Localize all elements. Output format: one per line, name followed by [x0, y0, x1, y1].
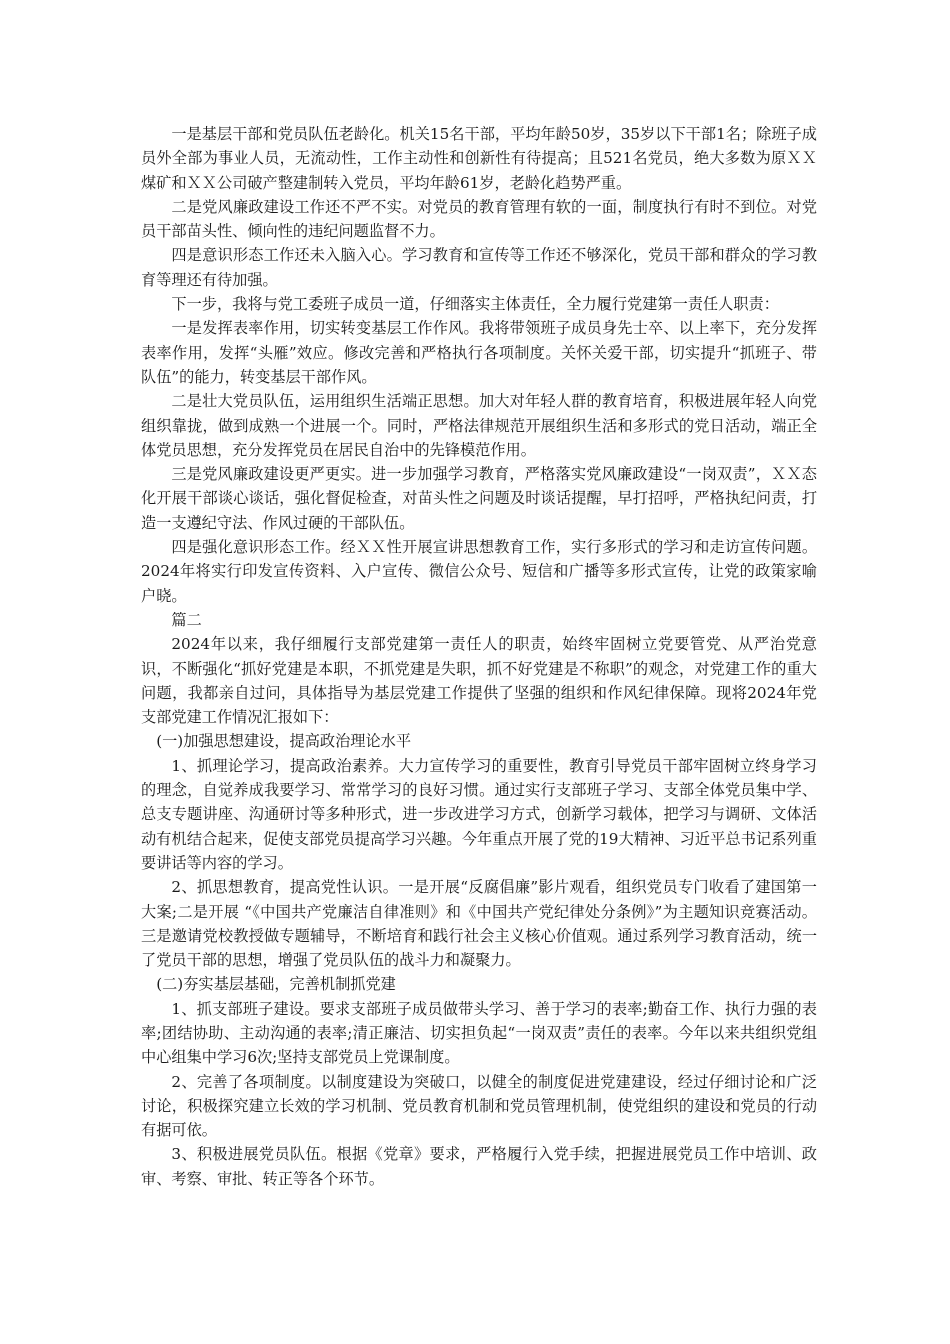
paragraph-next-step: 下一步，我将与党工委班子成员一道，仔细落实主体责任，全力履行党建第一责任人职责： [171, 295, 779, 314]
paragraph-ideology-issue: 四是意识形态工作还未入脑入心。学习教育和宣传等工作还不够深化，党员干部和群众的学习教育等理还有待加强。 [141, 246, 817, 289]
paragraph-aging-issue: 一是基层干部和党员队伍老龄化。机关15名干部，平均年龄50岁，35岁以下干部1名；除班子成员外全部为事业人员，无流动性，工作主动性和创新性有待提高；且521名党员，绝大多数为原ＸＸ煤矿和ＸＸ公司破产整建制转入党员，平均年龄61岁，老龄化趋势严重。 [141, 125, 817, 192]
paragraph-measure-1: 一是发挥表率作用，切实转变基层工作作风。我将带领班子成员身先士卒、以上率下，充分发挥表率作用，发挥“头雁”效应。修改完善和严格执行各项制度。关怀关爱干部，切实提升“抓班子、带队伍”的能力，转变基层干部作风。 [141, 319, 817, 386]
section-title-part-two: 篇二 [171, 610, 202, 629]
paragraph-systems: 2、完善了各项制度。以制度建设为突破口，以健全的制度促进党建建设，经过仔细讨论和广泛讨论，积极探究建立长效的学习机制、党员教育机制和党员管理机制，使党组织的建设和党员的行动有据可依。 [141, 1072, 817, 1140]
paragraph-intro-2024: 2024年以来，我仔细履行支部党建第一责任人的职责，始终牢固树立党要管党、从严治党意识，不断强化“抓好党建是本职，不抓党建是失职，抓不好党建是不称职”的观念，对党建工作的重大问题，我都亲自过问，具体指导为基层党建工作提供了坚强的组织和作风纪律保障。现将2024年党支部党建工作情况汇报如下： [141, 635, 817, 727]
paragraph-measure-4: 四是强化意识形态工作。经ＸＸ性开展宣讲思想教育工作，实行多形式的学习和走访宣传问题。2024年将实行印发宣传资料、入户宣传、微信公众号、短信和广播等多形式宣传，让党的政策家喻户晓。 [141, 538, 817, 605]
paragraph-member-recruitment: 3、积极进展党员队伍。根据《党章》要求，严格履行入党手续，把握进展党员工作中培训、政审、考察、审批、转正等各个环节。 [141, 1145, 817, 1188]
paragraph-branch-team: 1、抓支部班子建设。要求支部班子成员做带头学习、善于学习的表率;勤奋工作、执行力强的表率;团结协助、主动沟通的表率;清正廉洁、切实担负起“一岗双责”责任的表率。今年以来共组织党组中心组集中学习6次;坚持支部党员上党课制度。 [141, 999, 817, 1067]
paragraph-discipline-issue: 二是党风廉政建设工作还不严不实。对党员的教育管理有软的一面，制度执行有时不到位。对党员干部苗头性、倾向性的违纪问题监督不力。 [141, 197, 817, 241]
document-body [141, 122, 817, 1191]
paragraph-measure-3: 三是党风廉政建设更严更实。进一步加强学习教育，严格落实党风廉政建设“一岗双责”，ＸＸ态化开展干部谈心谈话，强化督促检查，对苗头性之问题及时谈话提醒，早打招呼，严格执纪问责，打造一支遵纪守法、作风过硬的干部队伍。 [141, 465, 817, 532]
subheading-grassroots: (二)夯实基层基础，完善机制抓党建 [156, 975, 396, 994]
subheading-thought-building: (一)加强思想建设，提高政治理论水平 [156, 732, 412, 751]
paragraph-thought-education: 2、抓思想教育，提高党性认识。一是开展“反腐倡廉”影片观看，组织党员专门收看了建国第一大案;二是开展 “《中国共产党廉洁自律准则》和《中国共产党纪律处分条例》”为主题知识竞赛活动。三是邀请党校教授做专题辅导，不断培育和践行社会主义核心价值观。通过系列学习教育活动，统一了党员干部的思想，增强了党员队伍的战斗力和凝聚力。 [141, 878, 817, 970]
paragraph-measure-2: 二是壮大党员队伍，运用组织生活端正思想。加大对年轻人群的教育培育，积极进展年轻人向党组织靠拢，做到成熟一个进展一个。同时，严格法律规范开展组织生活和多形式的党日活动，端正全体党员思想，充分发挥党员在居民自治中的先锋模范作用。 [141, 392, 817, 459]
paragraph-theory-study: 1、抓理论学习，提高政治素养。大力宣传学习的重要性，教育引导党员干部牢固树立终身学习的理念，自觉养成我要学习、常常学习的良好习惯。通过实行支部班子学习、支部全体党员集中学、总支专题讲座、沟通研讨等多种形式，进一步改进学习方式，创新学习载体，把学习与调研、文体活动有机结合起来，促使支部党员提高学习兴趣。今年重点开展了党的19大精神、习近平总书记系列重要讲话等内容的学习。 [141, 756, 817, 872]
